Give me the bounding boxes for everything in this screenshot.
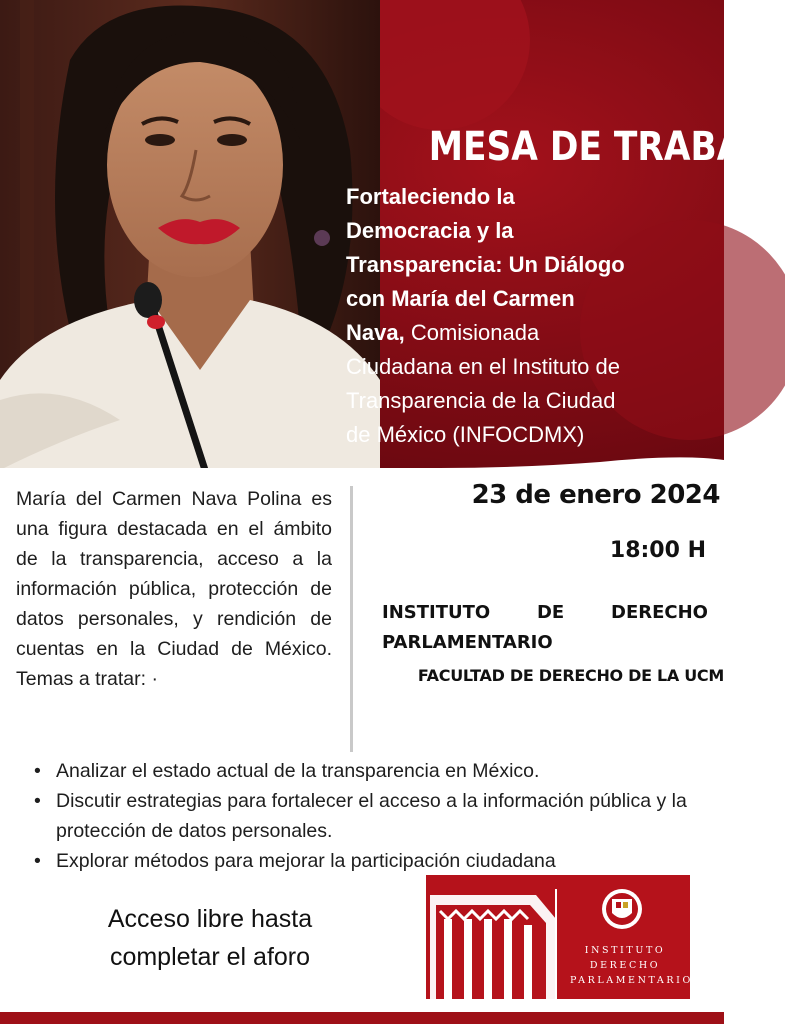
event-subtitle	[346, 180, 718, 452]
subtitle-role: Comisionada	[404, 320, 540, 345]
subtitle-line-8: de México (INFOCDMX)	[346, 422, 585, 447]
event-time: 18:00 H	[609, 538, 706, 563]
subtitle-line-2: Democracia y la	[346, 218, 514, 243]
subtitle-line-5	[346, 316, 718, 350]
venue-word-2: DE	[536, 602, 565, 623]
subtitle-line-7: Transparencia de la Ciudad	[346, 388, 616, 413]
bullet-icon: •	[34, 850, 41, 872]
access-line-1: Acceso libre hasta	[107, 905, 313, 933]
speaker-bio: María del Carmen Nava Polina es una figura destacada en el ámbito de la transparencia, acceso a la información pública, protección de datos personales, y rendición de cuentas en la Ciudad de México. Temas a tratar: ·	[16, 488, 332, 690]
venue-word-1: INSTITUTO	[382, 602, 491, 623]
subtitle-line-3: Transparencia: Un Diálogo	[346, 252, 625, 277]
bullet-icon: •	[34, 760, 41, 782]
access-line-2: completar el aforo	[109, 943, 311, 971]
logo-caption	[570, 943, 693, 988]
list-item	[34, 756, 694, 786]
event-title: MESA DE TRABAJO	[428, 124, 785, 170]
event-venue	[382, 598, 708, 658]
venue-word-3: DERECHO	[611, 602, 708, 623]
speaker-photo	[0, 0, 380, 470]
topic-text: Analizar el estado actual de la transparencia en México.	[56, 760, 540, 782]
event-faculty: FACULTAD DE DERECHO DE LA UCM	[417, 666, 724, 685]
logo-line-2: DERECHO	[589, 960, 661, 971]
subtitle-speaker-surname: Nava,	[346, 320, 405, 345]
list-item	[34, 846, 694, 876]
bullet-icon: •	[34, 790, 41, 812]
venue-line-1	[382, 598, 708, 628]
institute-logo	[426, 875, 693, 999]
list-item	[34, 786, 694, 846]
topic-text: Discutir estrategias para fortalecer el acceso a la información pública y la protección de datos personales.	[56, 790, 687, 842]
logo-line-1: INSTITUTO	[584, 945, 666, 956]
column-divider	[350, 486, 353, 752]
topic-text: Explorar métodos para mejorar la participación ciudadana	[56, 850, 556, 872]
topics-list	[34, 756, 694, 876]
venue-line-2: PARLAMENTARIO	[382, 632, 553, 653]
event-date: 23 de enero 2024	[471, 480, 720, 510]
subtitle-line-6: Ciudadana en el Instituto de	[346, 354, 620, 379]
bottom-bar	[0, 1012, 724, 1024]
logo-line-3: PARLAMENTARIO	[570, 975, 693, 986]
subtitle-line-4: con María del Carmen	[346, 286, 575, 311]
hero-banner	[0, 0, 785, 470]
access-note	[70, 900, 350, 976]
subtitle-line-1: Fortaleciendo la	[346, 184, 515, 209]
